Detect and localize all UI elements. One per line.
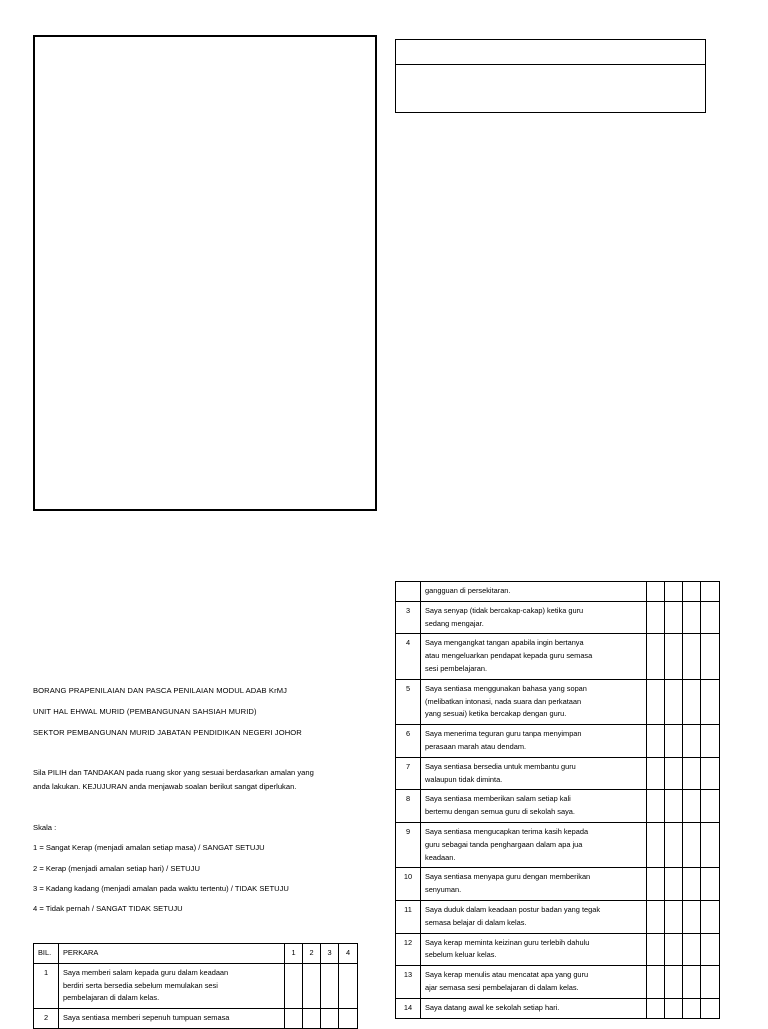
score-cell-3[interactable] [683,679,701,724]
row-statement [421,933,647,966]
score-cell-1[interactable] [647,757,665,790]
score-cell-4[interactable] [701,998,720,1018]
table-row [396,790,720,823]
col-score-2: 2 [303,944,321,964]
score-cell-2[interactable] [665,900,683,933]
row-statement [421,582,647,602]
score-cell-4[interactable] [701,966,720,999]
row-statement [421,900,647,933]
score-cell-2[interactable] [665,822,683,867]
score-cell-2[interactable] [303,963,321,1008]
table-row [34,963,358,1008]
score-cell-3[interactable] [683,868,701,901]
statement-line: yang sesuai) ketika bercakap dengan guru. [425,709,567,719]
statement-line: ajar semasa sesi pembelajaran di dalam kelas. [425,982,579,992]
score-cell-3[interactable] [683,601,701,634]
score-cell-2[interactable] [665,601,683,634]
row-statement [59,963,285,1008]
score-cell-1[interactable] [647,679,665,724]
score-cell-3[interactable] [321,963,339,1008]
table-row [396,634,720,679]
scale-item-1: 1 = Sangat Kerap (menjadi amalan setiap masa) / SANGAT SETUJU [33,843,265,852]
score-cell-4[interactable] [701,679,720,724]
statement-line: (melibatkan intonasi, nada suara dan perkataan [425,696,582,706]
row-number: 7 [396,757,421,790]
row-number [396,582,421,602]
score-cell-1[interactable] [647,601,665,634]
score-cell-3[interactable] [683,757,701,790]
statement-line: guru sebagai tanda penghargaan dalam apa jua [425,839,583,849]
statement-line: sedang mengajar. [425,618,484,628]
table-row [396,998,720,1018]
row-statement [421,757,647,790]
row-number: 2 [34,1009,59,1029]
row-number: 4 [396,634,421,679]
survey-table-right [395,581,720,1019]
score-cell-2[interactable] [665,582,683,602]
statement-line: Saya datang awal ke sekolah setiap hari. [425,1002,560,1012]
score-cell-2[interactable] [665,868,683,901]
table-row [396,933,720,966]
table-row [396,582,720,602]
score-cell-3[interactable] [321,1009,339,1029]
statement-line: Saya sentiasa menggunakan bahasa yang sopan [425,683,587,693]
statement-line: sesi pembelajaran. [425,663,488,673]
statement-line: senyuman. [425,885,462,895]
score-cell-1[interactable] [647,634,665,679]
statement-line: walaupun tidak diminta. [425,774,503,784]
scale-item-4: 4 = Tidak pernah / SANGAT TIDAK SETUJU [33,904,183,913]
row-statement [59,1009,285,1029]
row-number: 3 [396,601,421,634]
statement-line: Saya kerap meminta keizinan guru terlebih dahulu [425,937,590,947]
score-cell-1[interactable] [647,790,665,823]
score-cell-2[interactable] [665,933,683,966]
score-cell-4[interactable] [339,1009,358,1029]
score-cell-1[interactable] [647,582,665,602]
score-cell-4[interactable] [339,963,358,1008]
score-cell-3[interactable] [683,790,701,823]
table-header-row [34,944,358,964]
score-cell-1[interactable] [647,900,665,933]
score-cell-2[interactable] [665,966,683,999]
sector-title: SEKTOR PEMBANGUNAN MURID JABATAN PENDIDIKAN NEGERI JOHOR [33,728,302,737]
unit-title: UNIT HAL EHWAL MURID (PEMBANGUNAN SAHSIAH MURID) [33,707,257,716]
row-statement [421,868,647,901]
score-cell-2[interactable] [665,757,683,790]
statement-line: Saya sentiasa memberi sepenuh tumpuan semasa [63,1013,230,1023]
score-cell-4[interactable] [701,725,720,758]
table-row [34,1009,358,1029]
form-title: BORANG PRAPENILAIAN DAN PASCA PENILAIAN MODUL ADAB KrMJ [33,686,288,695]
score-cell-2[interactable] [665,725,683,758]
statement-line: bertemu dengan semua guru di sekolah saya. [425,807,575,817]
row-statement [421,725,647,758]
score-cell-4[interactable] [701,790,720,823]
score-cell-1[interactable] [647,822,665,867]
score-cell-4[interactable] [701,582,720,602]
score-cell-1[interactable] [647,868,665,901]
statement-line: atau mengeluarkan pendapat kepada guru semasa [425,651,593,661]
scale-item-2: 2 = Kerap (menjadi amalan setiap hari) / SETUJU [33,864,200,873]
col-score-4: 4 [339,944,358,964]
score-cell-4[interactable] [701,757,720,790]
table-row [396,757,720,790]
score-cell-1[interactable] [647,998,665,1018]
table-row [396,679,720,724]
statement-line: Saya kerap menulis atau mencatat apa yang guru [425,970,589,980]
score-cell-3[interactable] [683,933,701,966]
row-number: 12 [396,933,421,966]
statement-line: perasaan marah atau dendam. [425,741,527,751]
col-score-3: 3 [321,944,339,964]
row-number: 8 [396,790,421,823]
score-cell-2[interactable] [665,679,683,724]
table-row [396,966,720,999]
statement-line: gangguan di persekitaran. [425,586,511,595]
statement-line: keadaan. [425,852,456,862]
row-statement [421,822,647,867]
score-cell-3[interactable] [683,725,701,758]
table-row [396,868,720,901]
table-row [396,900,720,933]
statement-line: sebelum keluar kelas. [425,950,497,960]
blank-frame [33,35,377,511]
score-cell-2[interactable] [665,634,683,679]
row-number: 5 [396,679,421,724]
score-cell-4[interactable] [701,634,720,679]
statement-line: semasa belajar di dalam kelas. [425,917,527,927]
scale-title: Skala : [33,823,57,832]
row-statement [421,679,647,724]
statement-line: pembelajaran di dalam kelas. [63,993,160,1003]
row-statement [421,634,647,679]
survey-table-left [33,943,358,1029]
table-row [396,601,720,634]
row-statement [421,966,647,999]
score-cell-2[interactable] [665,790,683,823]
score-cell-1[interactable] [647,933,665,966]
scale-item-3: 3 = Kadang kadang (menjadi amalan pada waktu tertentu) / TIDAK SETUJU [33,884,289,893]
score-cell-2[interactable] [303,1009,321,1029]
score-cell-3[interactable] [683,966,701,999]
name-box-divider [396,64,705,65]
score-cell-3[interactable] [683,634,701,679]
row-number: 13 [396,966,421,999]
col-perkara: PERKARA [59,944,285,964]
score-cell-3[interactable] [683,900,701,933]
col-bil: BIL. [34,944,59,964]
table-row [396,725,720,758]
row-statement [421,998,647,1018]
statement-line: Saya senyap (tidak bercakap-cakap) ketika guru [425,605,584,615]
col-score-1: 1 [285,944,303,964]
statement-line: Saya sentiasa mengucapkan terima kasih kepada [425,826,589,836]
row-number: 6 [396,725,421,758]
statement-line: Saya memberi salam kepada guru dalam keadaan [63,967,229,977]
instruction-line-1: Sila PILIH dan TANDAKAN pada ruang skor yang sesuai berdasarkan amalan yang [33,768,314,777]
score-cell-4[interactable] [701,822,720,867]
statement-line: Saya sentiasa bersedia untuk membantu guru [425,761,576,771]
statement-line: Saya mengangkat tangan apabila ingin bertanya [425,638,584,648]
score-cell-4[interactable] [701,900,720,933]
score-cell-4[interactable] [701,601,720,634]
score-cell-1[interactable] [647,966,665,999]
name-box [395,39,706,113]
instruction-line-2: anda lakukan. KEJUJURAN anda menjawab soalan berikut sangat diperlukan. [33,782,297,791]
statement-line: Saya menerima teguran guru tanpa menyimpan [425,729,582,739]
statement-line: Saya duduk dalam keadaan postur badan yang tegak [425,904,601,914]
score-cell-1[interactable] [285,1009,303,1029]
row-number: 9 [396,822,421,867]
row-number: 14 [396,998,421,1018]
statement-line: berdiri serta bersedia sebelum memulakan sesi [63,980,218,990]
score-cell-4[interactable] [701,868,720,901]
score-cell-4[interactable] [701,933,720,966]
score-cell-3[interactable] [683,822,701,867]
statement-line: Saya sentiasa menyapa guru dengan memberikan [425,872,591,882]
row-statement [421,790,647,823]
table-row [396,822,720,867]
row-number: 1 [34,963,59,1008]
score-cell-1[interactable] [285,963,303,1008]
statement-line: Saya sentiasa memberikan salam setiap kali [425,794,571,804]
score-cell-1[interactable] [647,725,665,758]
score-cell-2[interactable] [665,998,683,1018]
row-number: 10 [396,868,421,901]
score-cell-3[interactable] [683,582,701,602]
row-number: 11 [396,900,421,933]
score-cell-3[interactable] [683,998,701,1018]
row-statement [421,601,647,634]
